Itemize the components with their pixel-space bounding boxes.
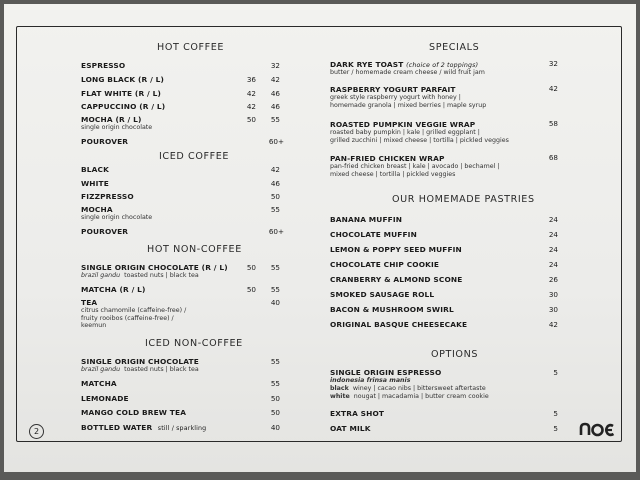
price-regular: 50 [246,263,256,272]
menu-item: CRANBERRY & ALMOND SCONE [330,275,463,284]
item-description: roasted baby pumpkin | kale | grilled eggplant | [330,129,480,136]
price: 40 [270,298,280,307]
price: 24 [548,230,558,239]
price: 42 [270,165,280,174]
item-variant: still / sparkling [157,425,207,432]
menu-item [330,60,478,69]
price: 55 [270,379,280,388]
price: 24 [548,245,558,254]
menu-item: ROASTED PUMPKIN VEGGIE WRAP [330,120,476,129]
price-large: 46 [270,89,280,98]
menu-item: MATCHA (R / L) [81,285,146,294]
section-title-pastries: OUR HOMEMADE PASTRIES [392,194,535,205]
price: 42 [548,320,558,329]
variant-label: white [330,393,350,400]
price: 50 [270,408,280,417]
menu-item [81,423,206,432]
item-origin: indonesia frinsa manis [330,377,411,384]
price: 60+ [268,227,284,236]
price: 58 [548,119,558,128]
price: 5 [553,424,558,433]
menu-item: MANGO COLD BREW TEA [81,408,187,417]
menu-item: SINGLE ORIGIN ESPRESSO [330,368,442,377]
menu-item: EXTRA SHOT [330,409,385,418]
section-title-hot-non-coffee: HOT NON-COFFEE [147,244,242,255]
section-title-iced-non-coffee: ICED NON-COFFEE [145,338,243,349]
menu-item: MATCHA [81,379,117,388]
menu-item: RASPBERRY YOGURT PARFAIT [330,85,456,94]
item-description [330,393,489,401]
menu-item: MOCHA (R / L) [81,115,142,124]
price-large: 42 [270,75,280,84]
price-large: 46 [270,102,280,111]
menu-item: BANANA MUFFIN [330,215,403,224]
price: 60+ [268,137,284,146]
price-regular: 36 [246,75,256,84]
menu-item: SMOKED SAUSAGE ROLL [330,290,435,299]
menu-item: BLACK [81,165,109,174]
menu-item: SINGLE ORIGIN CHOCOLATE [81,357,199,366]
item-description [330,385,486,393]
price: 50 [270,394,280,403]
menu-item: FIZZPRESSO [81,192,134,201]
price: 55 [270,357,280,366]
price: 30 [548,305,558,314]
price: 24 [548,260,558,269]
section-title-options: OPTIONS [431,349,479,360]
variant-notes: nougat | macadamia | butter cream cookie [353,393,489,400]
item-notes: toasted nuts | black tea [124,366,199,373]
menu-item: BACON & MUSHROOM SWIRL [330,305,454,314]
menu-item: TEA [81,298,98,307]
item-note: (choice of 2 toppings) [406,62,479,69]
menu-item: CHOCOLATE MUFFIN [330,230,417,239]
price: 5 [553,409,558,418]
menu-item: FLAT WHITE (R / L) [81,89,161,98]
logo-mark [579,421,617,437]
price: 46 [270,179,280,188]
menu-item: ESPRESSO [81,61,126,70]
menu-item: LEMONADE [81,394,129,403]
price-large: 55 [270,285,280,294]
price-regular: 50 [246,285,256,294]
item-description: single origin chocolate [81,124,153,131]
item-notes: toasted nuts | black tea [124,272,199,279]
item-description: greek style raspberry yogurt with honey | [330,94,461,101]
price: 42 [548,84,558,93]
item-description [81,272,199,280]
price: 50 [270,192,280,201]
menu-item: SINGLE ORIGIN CHOCOLATE (R / L) [81,263,228,272]
price: 40 [270,423,280,432]
item-name: DARK RYE TOAST [330,60,404,69]
menu-item: LEMON & POPPY SEED MUFFIN [330,245,462,254]
menu-item: LONG BLACK (R / L) [81,75,165,84]
item-description: single origin chocolate [81,214,153,221]
variant-label: black [330,385,349,392]
section-title-hot-coffee: HOT COFFEE [157,42,225,53]
price: 68 [548,153,558,162]
menu-item: MOCHA [81,205,113,214]
item-origin: brazil gandu [81,366,121,373]
item-description: homemade granola | mixed berries | maple syrup [330,101,487,109]
price-regular: 50 [246,115,256,124]
item-description: butter / homemade cream cheese / wild fruit jam [330,69,485,76]
page-number: 2 [29,424,44,439]
price-large: 55 [270,115,280,124]
menu-item: PAN-FRIED CHICKEN WRAP [330,154,445,163]
menu-item: POUROVER [81,137,129,146]
menu-item: OAT MILK [330,424,371,433]
brand-logo [579,421,617,441]
item-description: fruity rooibos (caffeine-free) / [81,314,174,322]
section-title-iced-coffee: ICED COFFEE [159,151,230,162]
menu-item: CAPPUCCINO (R / L) [81,102,166,111]
menu-item: POUROVER [81,227,129,236]
item-description [81,366,199,374]
item-description: keemun [81,322,107,329]
item-name: BOTTLED WATER [81,423,153,432]
item-description: grilled zucchini | mixed cheese | tortilla | pickled veggies [330,136,509,144]
price-regular: 42 [246,89,256,98]
menu-item: CHOCOLATE CHIP COOKIE [330,260,440,269]
price: 32 [548,59,558,68]
price-regular: 42 [246,102,256,111]
price: 30 [548,290,558,299]
item-description: pan-fried chicken breast | kale | avocado | bechamel | [330,163,500,170]
item-description: mixed cheese | tortilla | pickled veggies [330,170,456,178]
menu-item: WHITE [81,179,109,188]
item-description: citrus chamomile (caffeine-free) / [81,307,187,314]
price: 5 [553,368,558,377]
menu-item: ORIGINAL BASQUE CHEESECAKE [330,320,468,329]
price: 55 [270,205,280,214]
price-large: 55 [270,263,280,272]
variant-notes: winey | cacao nibs | bittersweet aftertaste [352,385,486,392]
section-title-specials: SPECIALS [429,42,480,53]
item-origin: brazil gandu [81,272,121,279]
price: 24 [548,215,558,224]
price: 32 [270,61,280,70]
price: 26 [548,275,558,284]
